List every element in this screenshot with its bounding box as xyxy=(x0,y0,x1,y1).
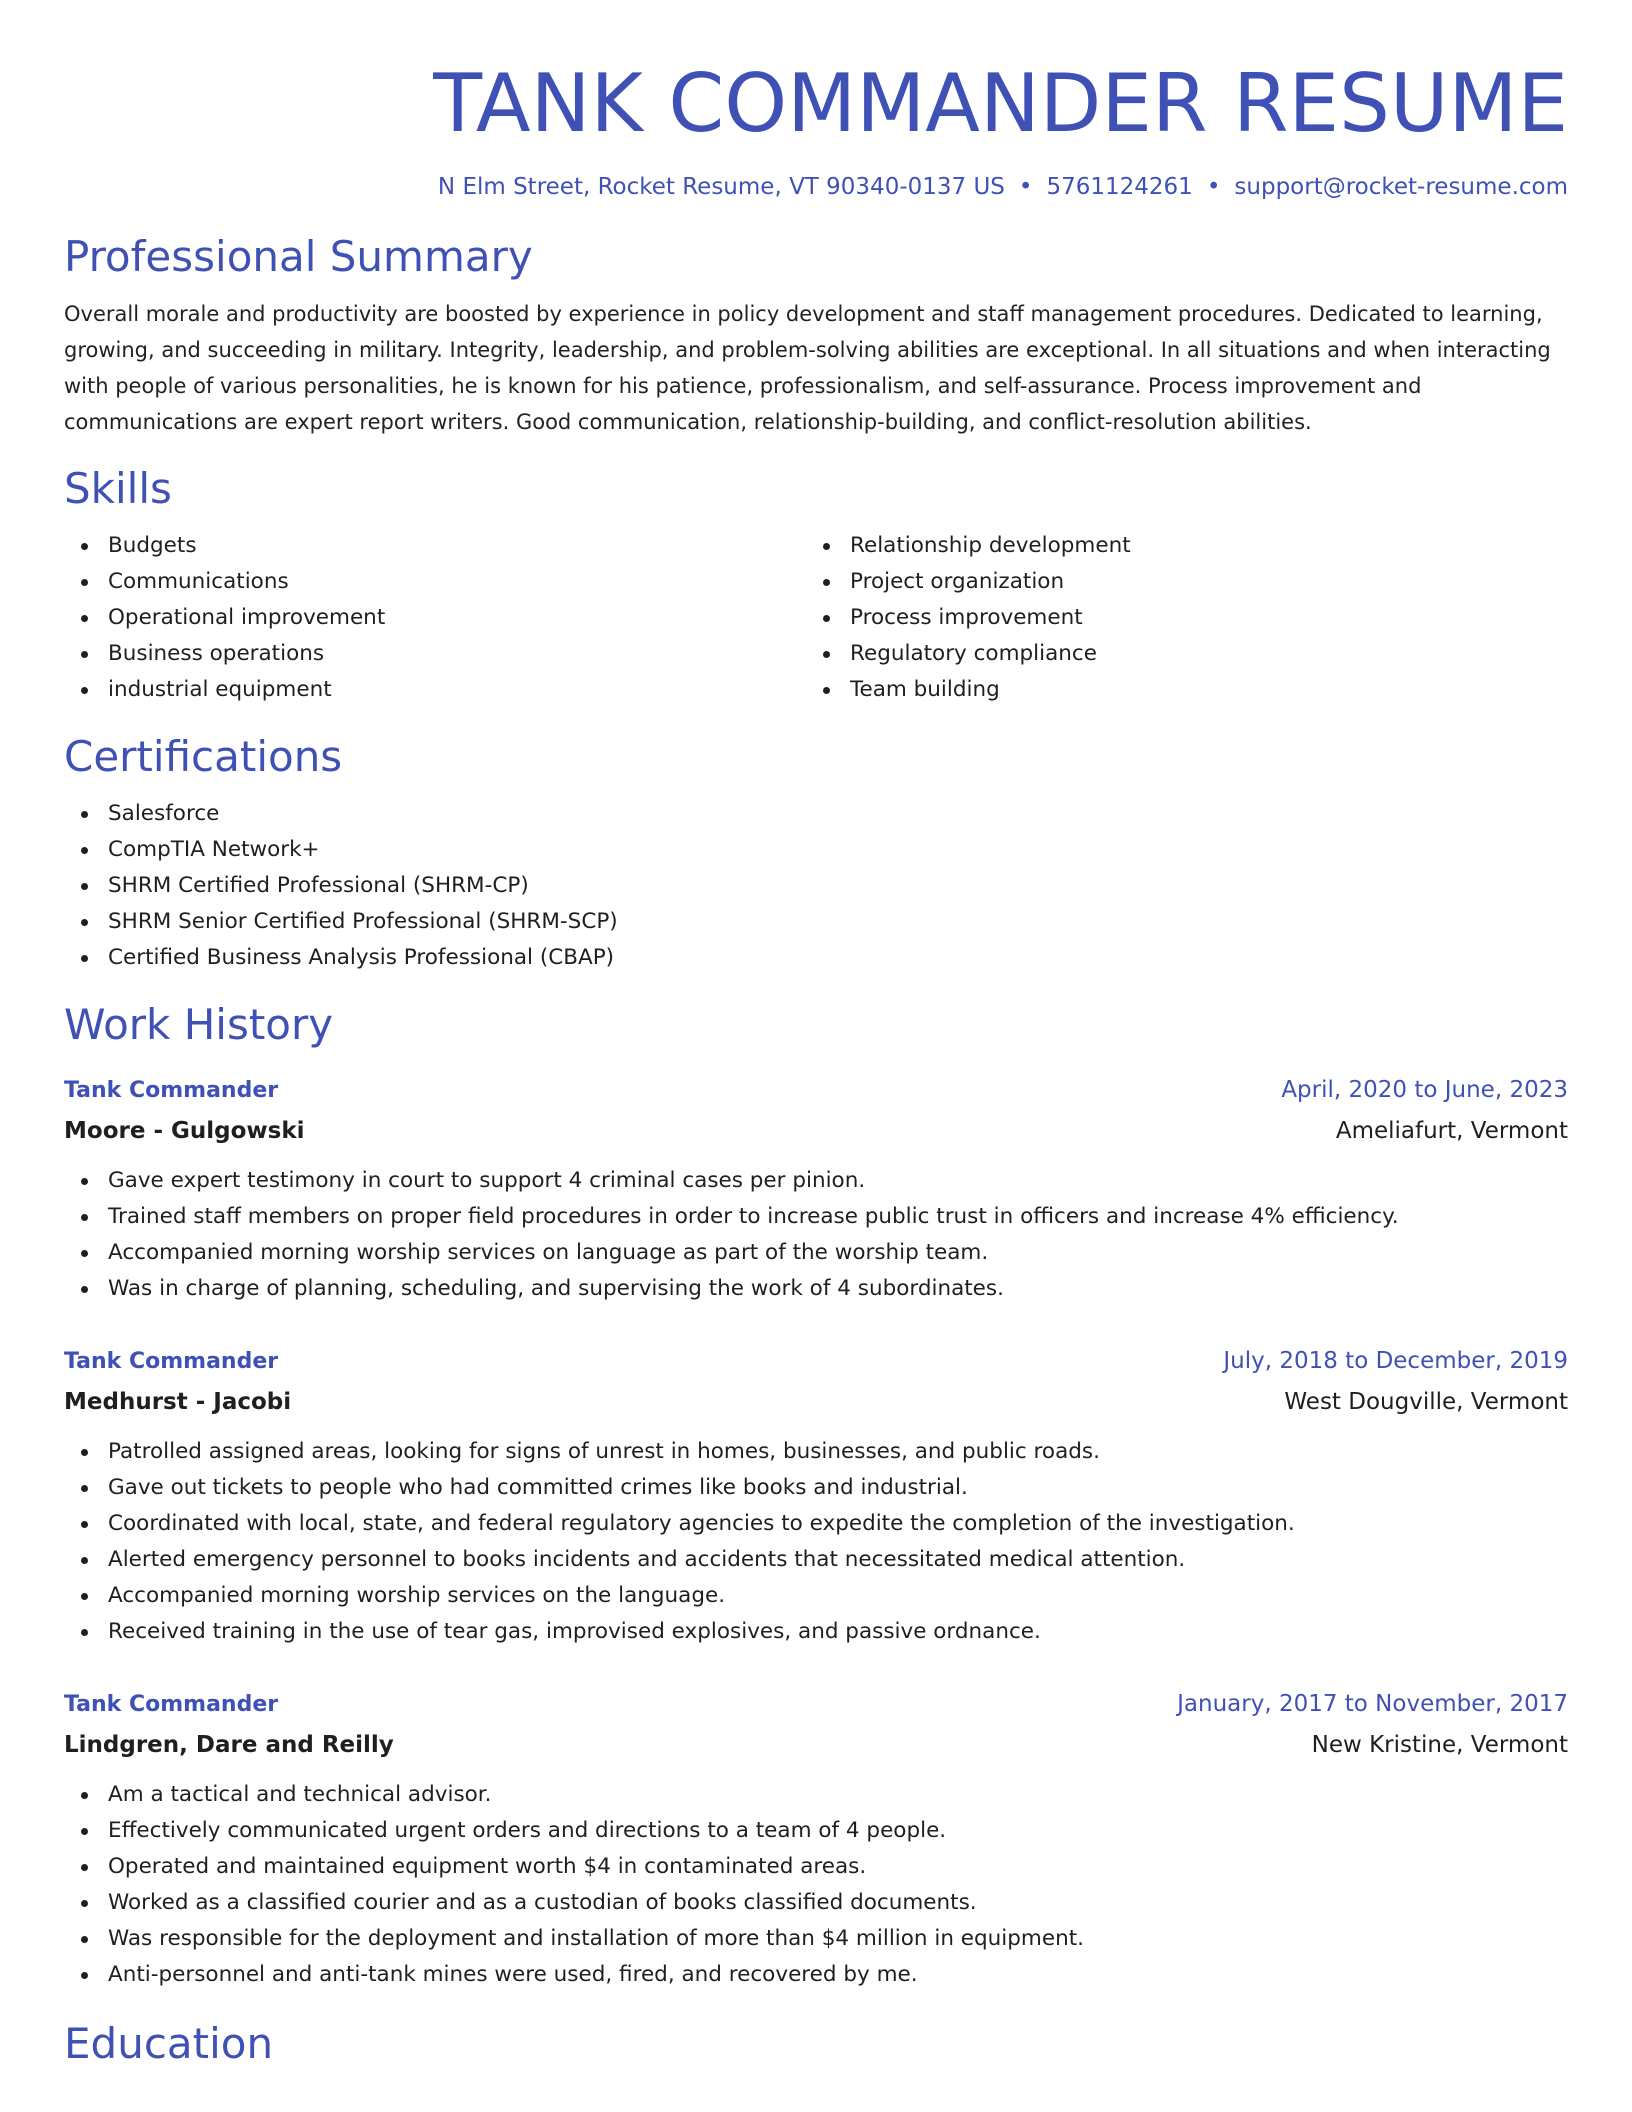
resume-name: TANK COMMANDER RESUME xyxy=(433,57,1568,150)
certification-item: CompTIA Network+ xyxy=(64,832,1568,868)
job-title: Tank Commander xyxy=(64,1692,279,1717)
job-header-row xyxy=(64,1070,1568,1111)
job-dates: July, 2018 to December, 2019 xyxy=(1223,1348,1568,1374)
job-bullet: Accompanied morning worship services on language as part of the worship team. xyxy=(64,1235,1568,1271)
contact-address: N Elm Street, Rocket Resume, VT 90340-0137 US xyxy=(437,174,1005,200)
job-bullet: Alerted emergency personnel to books incidents and accidents that necessitated medical attention. xyxy=(64,1542,1568,1578)
certification-item: Certified Business Analysis Professional (CBAP) xyxy=(64,940,1568,976)
skills-column-left xyxy=(64,528,806,708)
job-title: Tank Commander xyxy=(64,1349,279,1374)
section-title-work-history: Work History xyxy=(64,1000,334,1049)
certification-item: Salesforce xyxy=(64,796,1568,832)
certification-item: SHRM Senior Certified Professional (SHRM-SCP) xyxy=(64,904,1568,940)
section-title-education: Education xyxy=(64,2019,274,2068)
contact-email[interactable]: support@rocket-resume.com xyxy=(1234,174,1568,200)
job-bullet: Received training in the use of tear gas, improvised explosives, and passive ordnance. xyxy=(64,1614,1568,1650)
job-company: Medhurst - Jacobi xyxy=(64,1389,292,1415)
job-company-row xyxy=(64,1111,1568,1151)
job-location: Ameliafurt, Vermont xyxy=(1335,1118,1568,1144)
job-bullet: Gave out tickets to people who had committed crimes like books and industrial. xyxy=(64,1470,1568,1506)
skill-item: Relationship development xyxy=(806,528,1548,564)
job-dates: January, 2017 to November, 2017 xyxy=(1177,1691,1568,1717)
resume-header xyxy=(64,56,1568,204)
skills-list-right xyxy=(806,528,1548,708)
contact-separator: • xyxy=(1206,174,1221,200)
job-company: Lindgren, Dare and Reilly xyxy=(64,1732,394,1758)
skills-grid xyxy=(64,528,1568,708)
job-company-row xyxy=(64,1382,1568,1422)
job-bullet: Worked as a classified courier and as a custodian of books classified documents. xyxy=(64,1885,1568,1921)
job-entry xyxy=(64,1070,1568,1307)
job-bullet: Am a tactical and technical advisor. xyxy=(64,1777,1568,1813)
skill-item: Business operations xyxy=(64,636,806,672)
skill-item: industrial equipment xyxy=(64,672,806,708)
job-bullet: Effectively communicated urgent orders and directions to a team of 4 people. xyxy=(64,1813,1568,1849)
job-header-row xyxy=(64,1341,1568,1382)
skill-item: Project organization xyxy=(806,564,1548,600)
skill-item: Team building xyxy=(806,672,1548,708)
certifications-list xyxy=(64,796,1568,976)
skill-item: Operational improvement xyxy=(64,600,806,636)
section-title-summary: Professional Summary xyxy=(64,232,533,281)
job-bullet: Was responsible for the deployment and installation of more than $4 million in equipment. xyxy=(64,1921,1568,1957)
contact-phone[interactable]: 5761124261 xyxy=(1046,174,1193,200)
job-bullet: Was in charge of planning, scheduling, and supervising the work of 4 subordinates. xyxy=(64,1271,1568,1307)
summary-text: Overall morale and productivity are boosted by experience in policy development and staff management procedures. Dedicated to learning, growing, and succeeding in military. Integrity, leadership, and problem-solving abilities are exceptional. In all situations and when interacting with people of various personalities, he is known for his patience, professionalism, and self-assurance. Process improvement and communications are expert report writers. Good communication, relationship-building, and conflict-resolution abilities. xyxy=(64,302,1551,434)
job-bullet: Anti-personnel and anti-tank mines were used, fired, and recovered by me. xyxy=(64,1957,1568,1993)
resume-page xyxy=(64,0,1568,2071)
section-title-skills: Skills xyxy=(64,464,172,513)
job-bullets xyxy=(64,1163,1568,1307)
job-bullet: Accompanied morning worship services on the language. xyxy=(64,1578,1568,1614)
job-location: West Dougville, Vermont xyxy=(1284,1389,1568,1415)
certification-item: SHRM Certified Professional (SHRM-CP) xyxy=(64,868,1568,904)
job-dates: April, 2020 to June, 2023 xyxy=(1281,1077,1568,1103)
skill-item: Regulatory compliance xyxy=(806,636,1548,672)
job-bullets xyxy=(64,1777,1568,1993)
job-location: New Kristine, Vermont xyxy=(1311,1732,1568,1758)
contact-separator: • xyxy=(1018,174,1033,200)
job-bullets xyxy=(64,1434,1568,1650)
job-bullet: Operated and maintained equipment worth $4 in contaminated areas. xyxy=(64,1849,1568,1885)
skills-list-left xyxy=(64,528,806,708)
job-entry xyxy=(64,1684,1568,1993)
contact-line xyxy=(64,170,1568,204)
job-bullet: Trained staff members on proper field procedures in order to increase public trust in officers and increase 4% efficiency. xyxy=(64,1199,1568,1235)
skill-item: Communications xyxy=(64,564,806,600)
job-bullet: Coordinated with local, state, and federal regulatory agencies to expedite the completion of the investigation. xyxy=(64,1506,1568,1542)
job-company-row xyxy=(64,1725,1568,1765)
job-title: Tank Commander xyxy=(64,1078,279,1103)
job-bullet: Patrolled assigned areas, looking for signs of unrest in homes, businesses, and public roads. xyxy=(64,1434,1568,1470)
job-company: Moore - Gulgowski xyxy=(64,1118,305,1144)
skill-item: Budgets xyxy=(64,528,806,564)
skills-column-right xyxy=(806,528,1548,708)
job-entry xyxy=(64,1341,1568,1650)
skill-item: Process improvement xyxy=(806,600,1548,636)
section-title-certifications: Certifications xyxy=(64,732,343,781)
job-header-row xyxy=(64,1684,1568,1725)
job-bullet: Gave expert testimony in court to support 4 criminal cases per pinion. xyxy=(64,1163,1568,1199)
